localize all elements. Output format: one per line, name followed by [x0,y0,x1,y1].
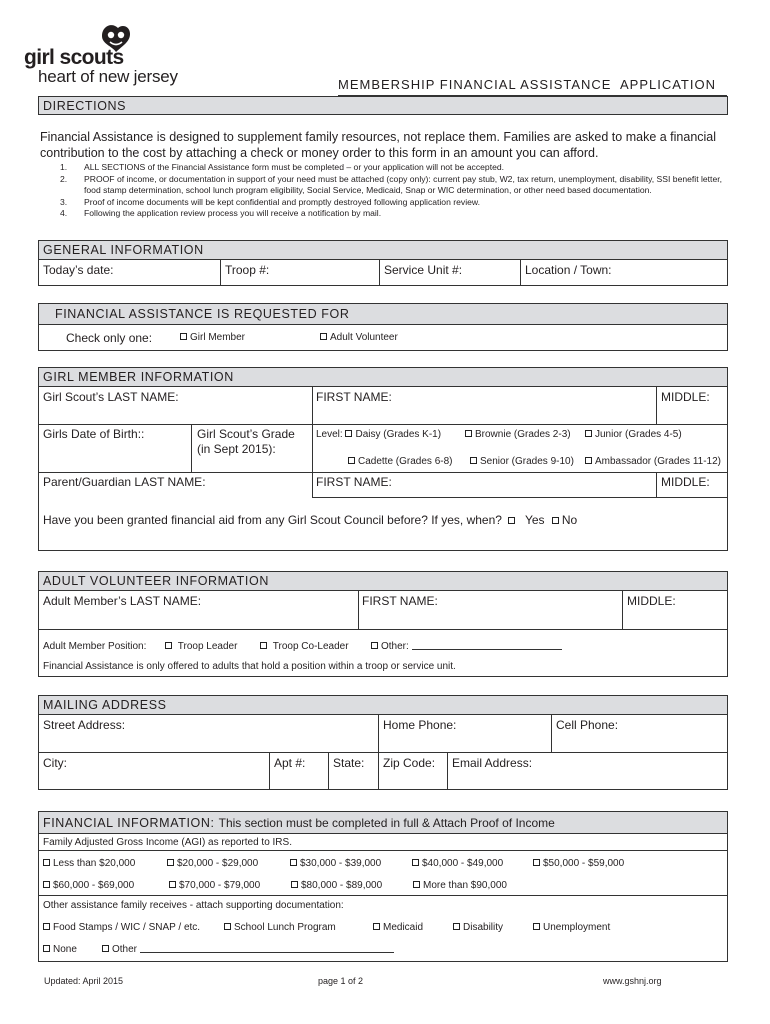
troop-leader-checkbox[interactable] [165,642,172,649]
financial-section [38,811,728,962]
mailing-header: MAILING ADDRESS [39,696,727,715]
income-checkbox[interactable] [533,859,540,866]
requested-section [38,303,728,351]
income-option[interactable]: $40,000 - $49,000 [412,858,503,869]
adult-volunteer-checkbox[interactable] [320,333,327,340]
girl-header: GIRL MEMBER INFORMATION [39,368,727,387]
footer-website[interactable]: www.gshnj.org [603,976,662,986]
financial-aid-question: Have you been granted financial aid from any Girl Scout Council before? If yes, when? Yes No [43,513,578,527]
girl-first-name-field[interactable]: FIRST NAME: [316,390,392,404]
council-name: heart of new jersey [38,67,178,86]
direction-item: 1. ALL SECTIONS of the Financial Assistance form must be completed – or your application will not be accepted. [60,162,505,172]
level-cadette-option[interactable]: Cadette (Grades 6-8) [348,456,453,467]
assistance-none-checkbox[interactable] [43,945,50,952]
level-ambassador-option[interactable]: Ambassador (Grades 11-12) [585,456,721,467]
income-option[interactable]: $60,000 - $69,000 [43,880,134,891]
income-checkbox[interactable] [412,859,419,866]
adult-other-option[interactable]: Other: [371,641,562,652]
level-brownie-checkbox[interactable] [465,430,472,437]
todays-date-field[interactable]: Today’s date: [43,263,114,277]
footer-page-number: page 1 of 2 [318,976,364,986]
aid-no-checkbox[interactable] [552,517,559,524]
adult-section [38,571,728,677]
assistance-option[interactable]: Medicaid [373,922,423,933]
agi-label: Family Adjusted Gross Income (AGI) as reported to IRS. [43,837,292,848]
income-checkbox[interactable] [43,881,50,888]
level-brownie-option[interactable]: Brownie (Grades 2-3) [465,429,571,440]
income-option[interactable]: More than $90,000 [413,880,507,891]
assistance-option[interactable]: Food Stamps / WIC / SNAP / etc. [43,922,200,933]
directions-intro: Financial Assistance is designed to supplement family resources, not replace them. Families are asked to make a financial contribution to the cost by attaching a check or money order to this form in an amount you can afford. [40,130,717,160]
assistance-none-option[interactable]: None [43,944,77,955]
requested-header: FINANCIAL ASSISTANCE IS REQUESTED FOR [39,304,727,325]
girl-middle-name-field[interactable]: MIDDLE: [661,390,710,404]
assistance-checkbox[interactable] [533,923,540,930]
income-checkbox[interactable] [290,859,297,866]
brand-name: girl scouts [24,46,124,69]
income-option[interactable]: $20,000 - $29,000 [167,858,258,869]
troop-leader-option[interactable]: Troop Leader [165,641,237,652]
girl-dob-field[interactable]: Girls Date of Birth:: [43,427,145,441]
level-daisy-option[interactable]: Daisy (Grades K-1) [345,429,441,440]
income-checkbox[interactable] [169,881,176,888]
level-cadette-checkbox[interactable] [348,457,355,464]
adult-header: ADULT VOLUNTEER INFORMATION [39,572,727,591]
footer-updated: Updated: April 2015 [44,976,124,986]
income-option[interactable]: $50,000 - $59,000 [533,858,624,869]
level-row-1: Level: Daisy (Grades K-1) [316,429,442,440]
assistance-other-checkbox[interactable] [102,945,109,952]
income-checkbox[interactable] [291,881,298,888]
girl-section [38,367,728,551]
level-junior-option[interactable]: Junior (Grades 4-5) [585,429,682,440]
cell-phone-field[interactable]: Cell Phone: [556,718,619,732]
adult-other-checkbox[interactable] [371,642,378,649]
parent-last-name-field[interactable]: Parent/Guardian LAST NAME: [43,475,206,489]
form-title: MEMBERSHIP FINANCIAL ASSISTANCE APPLICATION [338,77,716,92]
girl-member-option[interactable]: Girl Member [180,332,245,343]
check-only-one-label: Check only one: [66,331,153,345]
aid-yes-checkbox[interactable] [508,517,515,524]
level-daisy-checkbox[interactable] [345,430,352,437]
income-option[interactable]: Less than $20,000 [43,858,135,869]
assistance-label: Other assistance family receives - attach supporting documentation: [43,900,344,911]
adult-position-note: Financial Assistance is only offered to adults that hold a position within a troop or service unit. [43,661,456,672]
income-option[interactable]: $30,000 - $39,000 [290,858,381,869]
aid-no-option[interactable]: No [548,513,577,527]
adult-position-label: Adult Member Position: [43,641,147,652]
assistance-other-option[interactable]: Other [102,944,394,955]
street-address-field[interactable]: Street Address: [43,718,126,732]
parent-middle-name-field[interactable]: MIDDLE: [661,475,710,489]
service-unit-field[interactable]: Service Unit #: [384,263,463,277]
directions-list [60,162,730,234]
adult-other-input[interactable] [412,641,562,650]
income-checkbox[interactable] [413,881,420,888]
logo [24,20,204,90]
direction-item: 3. Proof of income documents will be kept confidential and promptly destroyed following application review. [60,196,481,207]
zip-code-field[interactable]: Zip Code: [383,756,436,770]
girl-grade-label: Girl Scout’s Grade (in Sept 2015): [197,427,295,456]
general-header: GENERAL INFORMATION [39,241,727,260]
assistance-checkbox[interactable] [373,923,380,930]
assistance-option[interactable]: School Lunch Program [224,922,336,933]
income-option[interactable]: $80,000 - $89,000 [291,880,382,891]
girl-last-name-field[interactable]: Girl Scout’s LAST NAME: [43,390,179,404]
city-field[interactable]: City: [43,756,67,770]
assistance-checkbox[interactable] [224,923,231,930]
assistance-checkbox[interactable] [43,923,50,930]
level-senior-option[interactable]: Senior (Grades 9-10) [470,456,574,467]
email-address-field[interactable]: Email Address: [452,756,533,770]
mailing-section [38,695,728,790]
adult-first-name-field[interactable]: FIRST NAME: [362,594,438,608]
direction-item: 4. Following the application review process you will receive a notification by mail. [60,208,382,218]
adult-middle-name-field[interactable]: MIDDLE: [627,594,676,608]
adult-volunteer-option[interactable]: Adult Volunteer [320,332,398,343]
girl-member-checkbox[interactable] [180,333,187,340]
troop-co-leader-checkbox[interactable] [260,642,267,649]
aid-yes-option[interactable]: Yes [505,513,544,527]
level-senior-checkbox[interactable] [470,457,477,464]
assistance-option[interactable]: Unemployment [533,922,610,933]
directions-header: DIRECTIONS [38,96,728,115]
assistance-checkbox[interactable] [453,923,460,930]
location-town-field[interactable]: Location / Town: [525,263,612,277]
assistance-other-input[interactable] [140,944,394,953]
assistance-option[interactable]: Disability [453,922,503,933]
level-junior-checkbox[interactable] [585,430,592,437]
income-checkbox[interactable] [43,859,50,866]
level-ambassador-checkbox[interactable] [585,457,592,464]
financial-header: FINANCIAL INFORMATION: This section must be completed in full & Attach Proof of Income [39,812,727,834]
troop-number-field[interactable]: Troop #: [225,263,270,277]
state-field[interactable]: State: [333,756,365,770]
parent-first-name-field[interactable]: FIRST NAME: [316,475,392,489]
adult-last-name-field[interactable]: Adult Member’s LAST NAME: [43,594,202,608]
troop-co-leader-option[interactable]: Troop Co-Leader [260,641,349,652]
apt-field[interactable]: Apt #: [274,756,306,770]
home-phone-field[interactable]: Home Phone: [383,718,457,732]
income-checkbox[interactable] [167,859,174,866]
income-option[interactable]: $70,000 - $79,000 [169,880,260,891]
direction-item: 2. PROOF of income, or documentation in support of your need must be attached (copy only): current pay stub, W2, tax return, unemployment, disability, SSI benefit letter, food stamp determination, school lunch program eligibility, Social Service, Medicaid, Snap or WIC determination, or other need based documentation. [60,173,723,195]
general-section [38,240,728,286]
